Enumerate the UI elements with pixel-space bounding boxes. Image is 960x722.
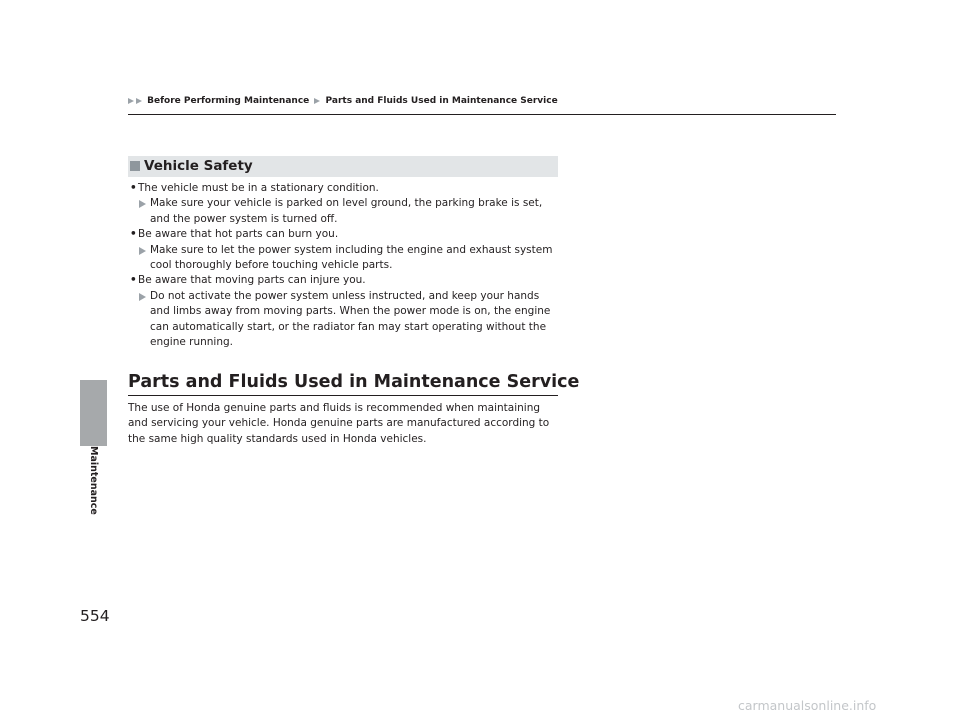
section-title: Vehicle Safety (144, 158, 253, 174)
section-header-vehicle-safety (128, 156, 558, 177)
bullet-icon: • (130, 228, 137, 241)
bullet-text: Be aware that hot parts can burn you. (138, 228, 339, 241)
sub-text: Do not activate the power system unless instructed, and keep your hands and limbs away from moving parts. When the power mode is on, the engine can automatically start, or the radiator fan may start operating without the engine running. (150, 289, 551, 349)
bullet-icon: • (130, 274, 137, 287)
sub-text: Make sure to let the power system including the engine and exhaust system cool thoroughly before touching vehicle parts. (150, 243, 553, 272)
sub-item (128, 243, 560, 274)
bullet-text: The vehicle must be in a stationary condition. (138, 182, 379, 194)
chapter-label (80, 446, 107, 556)
breadcrumb-link-parts-and-fluids[interactable]: Parts and Fluids Used in Maintenance Service (325, 96, 558, 106)
bullet-item (128, 181, 560, 196)
breadcrumb-arrow-icon (128, 98, 134, 104)
breadcrumb-link-before-maintenance[interactable]: Before Performing Maintenance (147, 96, 310, 106)
bullet-text: Be aware that moving parts can injure you. (138, 274, 366, 287)
page-number: 554 (80, 607, 110, 625)
safety-bullet-list (128, 181, 560, 350)
bullet-item (128, 273, 560, 288)
arrow-right-icon (139, 247, 146, 255)
section-marker-icon (130, 161, 140, 171)
bullet-item (128, 227, 560, 242)
breadcrumb-arrow-icon (136, 98, 142, 104)
sub-item (128, 196, 560, 227)
parts-paragraph: The use of Honda genuine parts and fluids is recommended when maintaining and servicing your vehicle. Honda genuine parts are manufactured according to the same high quality standards used in Honda vehicles. (128, 402, 550, 445)
breadcrumb-arrow-icon (314, 98, 320, 104)
watermark: carmanualsonline.info (738, 698, 877, 713)
heading-underline (128, 395, 558, 396)
sub-item (128, 289, 560, 351)
sub-text: Make sure your vehicle is parked on level ground, the parking brake is set, and the power system is turned off. (150, 197, 543, 225)
arrow-right-icon (139, 200, 146, 208)
bullet-icon: • (130, 182, 137, 194)
header-divider (128, 114, 836, 115)
chapter-tab (80, 380, 107, 446)
arrow-right-icon (139, 293, 146, 301)
section-heading-parts-fluids: Parts and Fluids Used in Maintenance Service (128, 372, 580, 392)
chapter-label-text: Maintenance (87, 446, 99, 515)
breadcrumb (128, 94, 558, 108)
